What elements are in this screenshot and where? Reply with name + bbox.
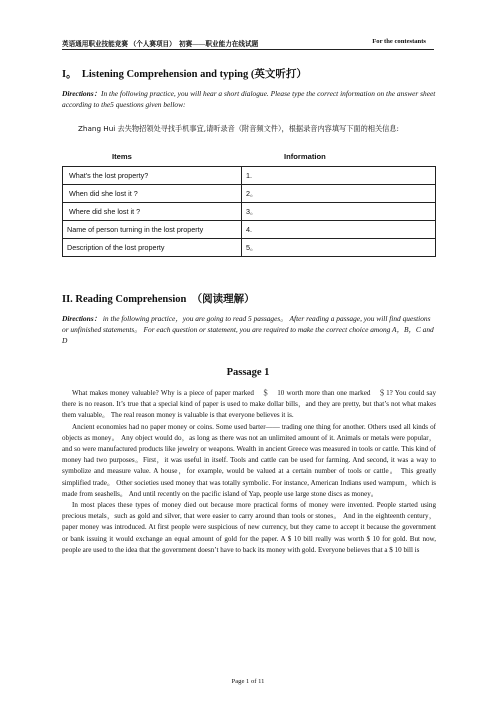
info-cell: 3。 — [242, 203, 436, 221]
info-cell: 1. — [242, 167, 436, 185]
header-title: 英语通用职业技能竞赛 （个人赛项目） 初赛——职业能力在线试题 — [62, 41, 259, 48]
table-row — [63, 221, 436, 239]
header-audience: For the contestants — [372, 38, 426, 45]
passage-paragraph: In most places these types of money died out because more practical forms of money were invented. People started using precious metals，such as gold and silver, that were easier to carry around than tools or stones。 And in the eighteenth century，paper money was introduced. At first people were suspicious of new currency, but they came to accept it because the government or bank issuing it would exchange an equal amount of gold for the paper. A $ 10 bill really was worth $ 10 for gold. But now, people are used to the idea that the government doesn’t have to back its money with gold. Everyone believes that a $ 10 bill is — [62, 501, 436, 554]
section2-title: II. Reading Comprehension （阅读理解） — [62, 294, 255, 305]
section1-title: I。 Listening Comprehension and typing (英文听打） — [62, 69, 307, 80]
passage-paragraph: What makes money valuable? Why is a piece of paper marked ＄ 10 worth more than one marked ＄1? You could say there is no reason. It’s true that a special kind of paper is used to make dollar bills，and they are pretty, but that’s not what makes them valuable。 The real reason money is valuable is that everyone believes it is. — [62, 389, 436, 420]
table-head-info: Information — [284, 152, 326, 161]
page-header — [62, 37, 434, 50]
table-row — [63, 185, 436, 203]
section2-directions — [62, 313, 436, 346]
directions-label: Directions： — [62, 89, 102, 98]
table-row — [63, 239, 436, 257]
section1-directions — [62, 88, 436, 110]
directions-label: Directions： — [62, 314, 102, 323]
item-cell: Name of person turning in the lost property — [63, 221, 242, 239]
item-cell: Description of the lost property — [63, 239, 242, 257]
table-row — [63, 167, 436, 185]
directions-text: in the following practice，you are going to read 5 passages。 After reading a passage, you will find questions or unfinished statements。 For each question or statement, you are required to make the correct choice among A，B，C and D — [62, 314, 434, 345]
page-footer: Page 1 of 11 — [231, 678, 265, 685]
lost-property-table — [62, 166, 436, 257]
section1-intro: Zhang Hui 去失物招领处寻找手机事宜,请听录音（附音频文件），根据录音内容填写下面的相关信息: — [78, 124, 399, 133]
table-head-items: Items — [112, 152, 132, 161]
info-cell: 5。 — [242, 239, 436, 257]
item-cell: Where did she lost it ? — [63, 203, 242, 221]
passage-title: Passage 1 — [226, 367, 270, 378]
table-row — [63, 203, 436, 221]
info-cell: 2。 — [242, 185, 436, 203]
item-cell: When did she lost it ? — [63, 185, 242, 203]
info-cell: 4. — [242, 221, 436, 239]
passage-body — [62, 388, 436, 556]
directions-text: In the following practice, you will hear a short dialogue. Please type the correct information on the answer sheet according to the5 questions given bellow: — [62, 89, 436, 109]
passage-paragraph: Ancient economies had no paper money or coins. Some used barter—— trading one thing for another. Others used all kinds of objects as money。 Any object would do，as long as there was not an unlimited amount of it. Animals or metals were popular，and so were manufactured products like jewelry or weapons. Wealth in ancient Greece was measured in tools or cattle. This kind of money had two purposes。First，it was useful in itself. Tools and cattle can be used for farming. And second, it was a way to symbolize and measure value. A house，for example, would be valued at a certain number of tools or cattle。 This greatly simplified trade。 Other societies used money that was totally symbolic. For instance, American Indians used wampum，which is made from seashells。 And until recently on the pacific island of Yap, people use large stone discs as money。 — [62, 422, 436, 498]
item-cell: What's the lost property? — [63, 167, 242, 185]
